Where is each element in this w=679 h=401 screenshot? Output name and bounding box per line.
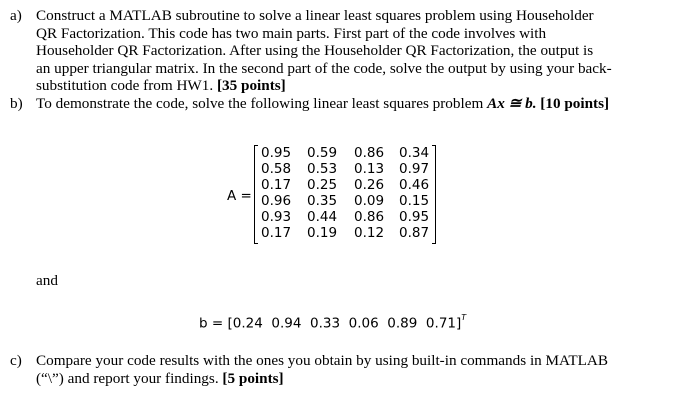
and-text: and	[36, 272, 58, 289]
part-b-points: [10 points]	[540, 95, 610, 112]
part-c-paragraph	[36, 352, 608, 387]
matrix-right-bracket	[432, 145, 436, 244]
matrix-cell: 0.59	[307, 145, 338, 161]
part-a-line-1: Construct a MATLAB subroutine to solve a linear least squares problem using Householder	[36, 7, 594, 24]
vector-b-text: b = [0.24 0.94 0.33 0.06 0.89 0.71]	[199, 315, 462, 332]
part-c-marker: c)	[10, 352, 22, 369]
part-c-line-2-text: (“\”) and report your findings.	[36, 369, 219, 387]
matrix-cell: 0.35	[307, 193, 338, 209]
matrix-cell: 0.13	[354, 161, 385, 177]
part-b-line	[36, 95, 609, 113]
part-a-line-4: an upper triangular matrix. In the second part of the code, solve the output by using your back-	[36, 59, 612, 77]
part-a-marker: a)	[10, 7, 22, 24]
matrix-cell: 0.09	[354, 193, 385, 209]
matrix-cell: 0.46	[399, 177, 430, 193]
part-c-line-1: Compare your code results with the ones you obtain by using built-in commands in MATLAB	[36, 352, 608, 369]
part-a-points: [35 points]	[216, 77, 286, 94]
matrix-cell: 0.86	[354, 145, 385, 161]
part-b-text: To demonstrate the code, solve the following linear least squares problem	[36, 95, 484, 112]
part-a-paragraph	[36, 7, 612, 95]
part-c-line-2	[36, 370, 608, 388]
part-a-line-2: QR Factorization. This code has two main parts. First part of the code involves with	[36, 24, 547, 42]
matrix-cell: 0.44	[307, 209, 338, 225]
matrix-cell: 0.95	[399, 209, 430, 225]
matrix-cell: 0.17	[261, 225, 292, 241]
matrix-cell: 0.93	[261, 209, 292, 225]
vector-b-transpose: T	[461, 313, 467, 322]
matrix-cell: 0.19	[307, 225, 338, 241]
vector-b	[199, 315, 466, 332]
matrix-cell: 0.26	[354, 177, 385, 193]
matrix-cell: 0.87	[399, 225, 430, 241]
part-b-equation: Ax ≅ b.	[487, 95, 537, 112]
matrix-cell: 0.25	[307, 177, 338, 193]
matrix-cell: 0.15	[399, 193, 430, 209]
part-a-last-line-text: substitution code from HW1.	[36, 77, 214, 94]
matrix-label: A =	[227, 188, 252, 204]
matrix-cell: 0.58	[261, 161, 292, 177]
matrix-cell: 0.86	[354, 209, 385, 225]
matrix-cell: 0.96	[261, 193, 292, 209]
matrix-cell: 0.34	[399, 145, 430, 161]
part-b-marker: b)	[10, 95, 23, 112]
matrix-a	[254, 145, 436, 242]
matrix-left-bracket	[254, 145, 258, 244]
matrix-cell: 0.17	[261, 177, 292, 193]
matrix-cell: 0.53	[307, 161, 338, 177]
part-a-line-5	[36, 77, 612, 95]
matrix-cell: 0.97	[399, 161, 430, 177]
part-a-line-3: Householder QR Factorization. After using the Householder QR Factorization, the output is	[36, 42, 594, 59]
matrix-cell: 0.12	[354, 225, 385, 241]
matrix-cell: 0.95	[261, 145, 292, 161]
part-c-points: [5 points]	[222, 369, 284, 387]
